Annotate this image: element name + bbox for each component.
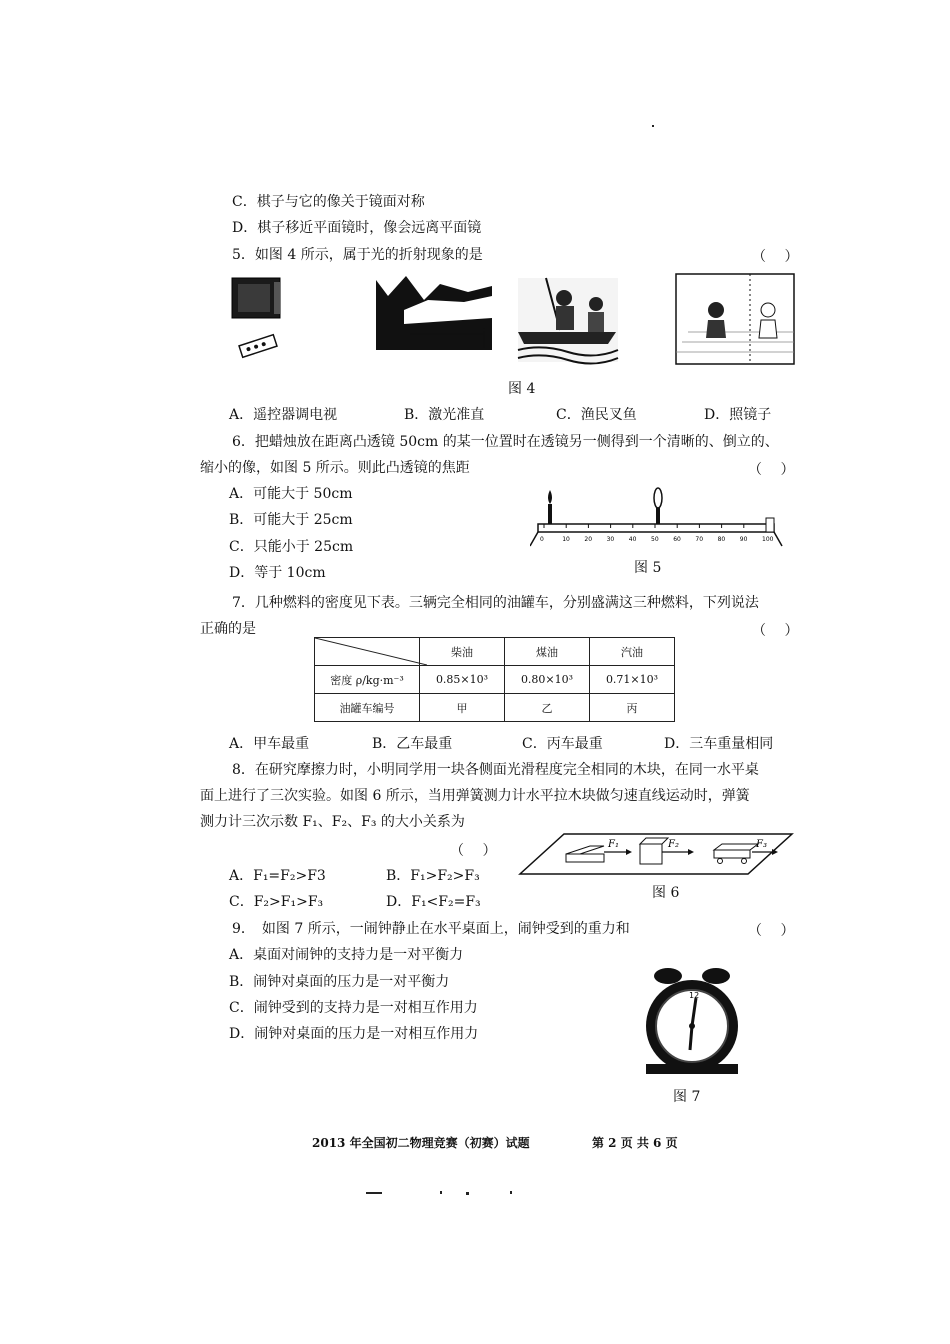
option-8a: A．F₁=F₂>F3 [229, 868, 326, 884]
option-9d: D．闹钟对桌面的压力是一对相互作用力 [229, 1026, 479, 1042]
table-cell-density-kerosene: 0.80×10³ [505, 666, 590, 694]
figure-6-caption: 图 6 [652, 885, 680, 901]
laser-tunnel-scene [376, 276, 492, 350]
lens-icon [654, 488, 662, 524]
option-5a: A．遥控器调电视 [229, 407, 338, 423]
figure-5-caption: 图 5 [634, 560, 662, 576]
scan-mark [510, 1191, 512, 1194]
ruler-tick-label: 40 [628, 536, 637, 543]
figure-6-friction-blocks [516, 830, 796, 878]
question-7-stem-line2: 正确的是 [200, 621, 256, 637]
ruler-tick-label: 0 [540, 536, 544, 543]
table-row-label-density: 密度 ρ/kg·m⁻³ [315, 666, 420, 694]
table-cell-density-diesel: 0.85×10³ [420, 666, 505, 694]
table-cell-tanker-kerosene: 乙 [505, 694, 590, 722]
option-6b: B．可能大于 25cm [229, 512, 353, 528]
question-7-answer-blank: （ ） [752, 623, 799, 639]
ruler-tick-label: 70 [695, 536, 704, 543]
option-5d: D．照镜子 [704, 407, 772, 423]
force-label-f3: F₃ [756, 839, 767, 850]
question-5-stem: 5．如图 4 所示，属于光的折射现象的是 [232, 247, 483, 263]
option-8b: B．F₁>F₂>F₃ [386, 868, 480, 884]
option-6c: C．只能小于 25cm [229, 539, 354, 555]
question-7-stem-line1: 7．几种燃料的密度见下表。三辆完全相同的油罐车，分别盛满这三种燃料，下列说法 [232, 595, 759, 611]
ruler-tick-label: 60 [673, 536, 681, 543]
svg-text:12: 12 [689, 991, 700, 1000]
ruler-tick-label: 30 [606, 536, 615, 543]
force-label-f1: F₁ [608, 839, 619, 850]
ruler-bar [538, 524, 774, 532]
figure-4-caption: 图 4 [508, 381, 536, 397]
candle-icon [548, 490, 552, 524]
option-7d: D．三车重量相同 [664, 736, 774, 752]
tv-icon [232, 278, 280, 318]
ruler-tick-label: 20 [584, 536, 593, 543]
table-header-kerosene: 煤油 [505, 638, 590, 666]
scan-mark [466, 1192, 469, 1195]
figure-4-panels-cd [512, 272, 797, 368]
option-9a: A．桌面对闹钟的支持力是一对平衡力 [229, 947, 464, 963]
question-6-stem-line1: 6．把蜡烛放在距离凸透镜 50cm 的某一位置时在透镜另一侧得到一个清晰的、倒立的、 [232, 434, 779, 450]
option-4c: C．棋子与它的像关于镜面对称 [232, 194, 425, 210]
option-8d: D．F₁<F₂=F₃ [386, 894, 481, 910]
scan-mark [652, 125, 654, 127]
scan-mark [440, 1191, 442, 1194]
question-8-answer-blank: （ ） [450, 843, 497, 859]
footer-page-number: 第 2 页 共 6 页 [592, 1136, 678, 1150]
force-label-f2: F₂ [668, 839, 679, 850]
question-5-answer-blank: （ ） [752, 249, 799, 265]
figure-7-alarm-clock [638, 960, 746, 1078]
figure-7-caption: 图 7 [673, 1089, 701, 1105]
ruler-tick-label: 90 [739, 536, 748, 543]
question-6-answer-blank: （ ） [748, 462, 795, 478]
table-row-label-tanker: 油罐车编号 [315, 694, 420, 722]
table-corner-cell [315, 638, 420, 666]
question-8-stem-line3: 测力计三次示数 F₁、F₂、F₃ 的大小关系为 [200, 814, 465, 830]
question-9-answer-blank: （ ） [748, 923, 795, 939]
option-7c: C．丙车最重 [522, 736, 603, 752]
ruler-tick-label: 50 [651, 536, 659, 543]
table-header-diesel: 柴油 [420, 638, 505, 666]
scan-mark [366, 1192, 382, 1194]
question-9-stem: 9． 如图 7 所示，一闹钟静止在水平桌面上，闹钟受到的重力和 [232, 921, 630, 937]
footer-title: 2013 年全国初二物理竞赛（初赛）试题 [312, 1136, 530, 1150]
option-6d: D．等于 10cm [229, 565, 326, 581]
question-8-stem-line2: 面上进行了三次实验。如图 6 所示，当用弹簧测力计水平拉木块做匀速直线运动时，弹簧 [200, 788, 750, 804]
option-4d: D．棋子移近平面镜时，像会远离平面镜 [232, 220, 482, 236]
fuel-density-table [314, 637, 675, 722]
figure-5-optical-bench [530, 484, 784, 554]
mirror-scene [676, 274, 794, 364]
question-8-stem-line1: 8．在研究摩擦力时，小明同学用一块各侧面光滑程度完全相同的木块，在同一水平桌 [232, 762, 759, 778]
ruler-tick-label: 10 [562, 536, 570, 543]
option-8c: C．F₂>F₁>F₃ [229, 894, 324, 910]
option-5c: C．渔民叉鱼 [556, 407, 637, 423]
option-9b: B．闹钟对桌面的压力是一对平衡力 [229, 974, 450, 990]
option-9c: C．闹钟受到的支持力是一对相互作用力 [229, 1000, 478, 1016]
ruler-tick-label: 80 [717, 536, 726, 543]
remote-control-icon [239, 335, 277, 358]
option-7a: A．甲车最重 [229, 736, 310, 752]
table-cell-tanker-gasoline: 丙 [590, 694, 675, 722]
option-5b: B．激光准直 [404, 407, 485, 423]
table-cell-density-gasoline: 0.71×10³ [590, 666, 675, 694]
figure-4-panels-ab [228, 272, 498, 372]
option-7b: B．乙车最重 [372, 736, 453, 752]
table-cell-tanker-diesel: 甲 [420, 694, 505, 722]
ruler-tick-label: 100 [762, 536, 774, 543]
fisherman-boat-scene [518, 278, 618, 364]
question-6-stem-line2: 缩小的像，如图 5 所示。则此凸透镜的焦距 [200, 460, 470, 476]
option-6a: A．可能大于 50cm [229, 486, 353, 502]
table-header-gasoline: 汽油 [590, 638, 675, 666]
